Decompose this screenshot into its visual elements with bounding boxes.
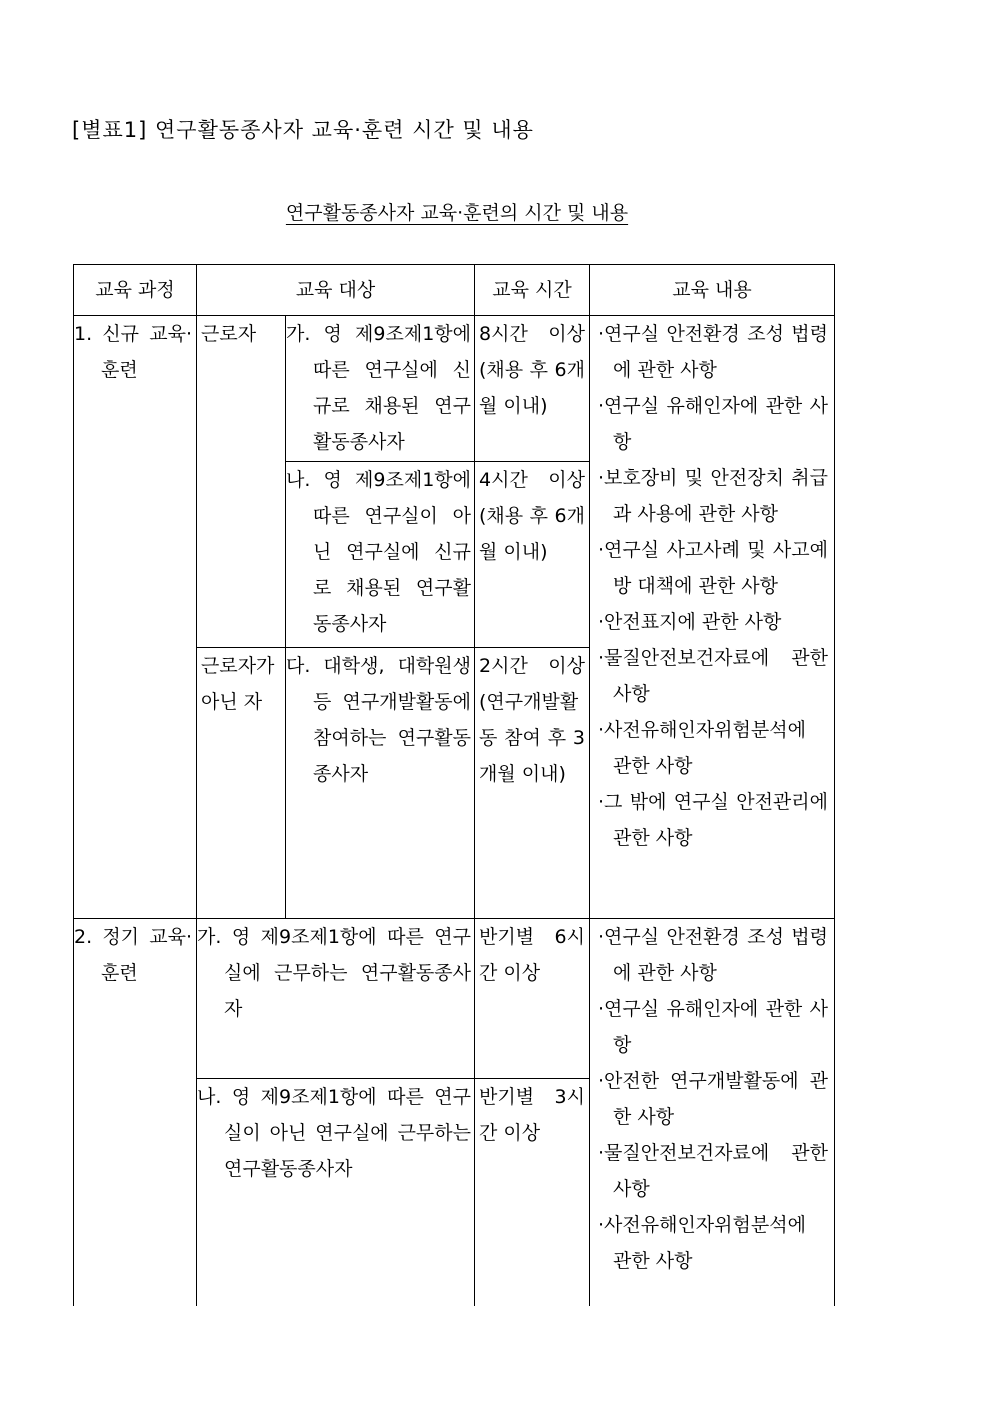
content-item: ·연구실 유해인자에 관한 사항 xyxy=(598,395,828,453)
page-heading: [별표1] 연구활동종사자 교육·훈련 시간 및 내용 xyxy=(72,118,534,142)
header-course: 교육 과정 xyxy=(73,264,196,315)
content-item: ·물질안전보건자료에 관한 사항 xyxy=(598,647,828,705)
training-table xyxy=(73,264,835,1306)
content-item: ·안전표지에 관한 사항 xyxy=(598,611,782,633)
time-da-new: 2시간 이상 (연구개발활동 참여 후 3개월 이내) xyxy=(474,647,589,918)
course-regular-training: 2. 정기 교육·훈련 xyxy=(73,918,196,1306)
table-title: 연구활동종사자 교육·훈련의 시간 및 내용 xyxy=(285,202,629,224)
content-item: ·사전유해인자위험분석에 관한 사항 xyxy=(598,719,806,777)
time-ga-new: 8시간 이상 (채용 후 6개월 이내) xyxy=(474,315,589,461)
content-item: ·그 밖에 연구실 안전관리에 관한 사항 xyxy=(598,791,828,849)
content-item: ·연구실 사고사례 및 사고예방 대책에 관한 사항 xyxy=(598,539,828,597)
content-item: ·물질안전보건자료에 관한 사항 xyxy=(598,1142,828,1200)
time-na-new: 4시간 이상 (채용 후 6개월 이내) xyxy=(474,461,589,647)
course-new-training: 1. 신규 교육·훈련 xyxy=(73,315,196,918)
content-item: ·연구실 유해인자에 관한 사항 xyxy=(598,998,828,1056)
content-item: ·안전한 연구개발활동에 관한 사항 xyxy=(598,1070,828,1128)
header-target: 교육 대상 xyxy=(196,264,474,315)
content-regular-training xyxy=(589,918,835,1306)
target-da-new: 다. 대학생, 대학원생 등 연구개발활동에 참여하는 연구활동종사자 xyxy=(285,647,474,918)
target-ga-new: 가. 영 제9조제1항에 따른 연구실에 신규로 채용된 연구활동종사자 xyxy=(285,315,474,461)
header-content: 교육 내용 xyxy=(589,264,835,315)
target-group-workers: 근로자 xyxy=(196,315,285,647)
content-item: ·보호장비 및 안전장치 취급과 사용에 관한 사항 xyxy=(598,467,828,525)
header-time: 교육 시간 xyxy=(474,264,589,315)
target-group-non-workers: 근로자가 아닌 자 xyxy=(196,647,285,918)
time-ga-regular: 반기별 6시간 이상 xyxy=(474,918,589,1078)
target-na-regular: 나. 영 제9조제1항에 따른 연구실이 아닌 연구실에 근무하는 연구활동종사자 xyxy=(196,1078,474,1306)
content-item: ·연구실 안전환경 조성 법령에 관한 사항 xyxy=(598,323,828,381)
content-item: ·사전유해인자위험분석에 관한 사항 xyxy=(598,1214,806,1272)
target-na-new: 나. 영 제9조제1항에 따른 연구실이 아닌 연구실에 신규로 채용된 연구활동종사자 xyxy=(285,461,474,647)
content-new-training xyxy=(589,315,835,918)
target-ga-regular: 가. 영 제9조제1항에 따른 연구실에 근무하는 연구활동종사자 xyxy=(196,918,474,1078)
content-item: ·연구실 안전환경 조성 법령에 관한 사항 xyxy=(598,926,828,984)
time-na-regular: 반기별 3시간 이상 xyxy=(474,1078,589,1306)
